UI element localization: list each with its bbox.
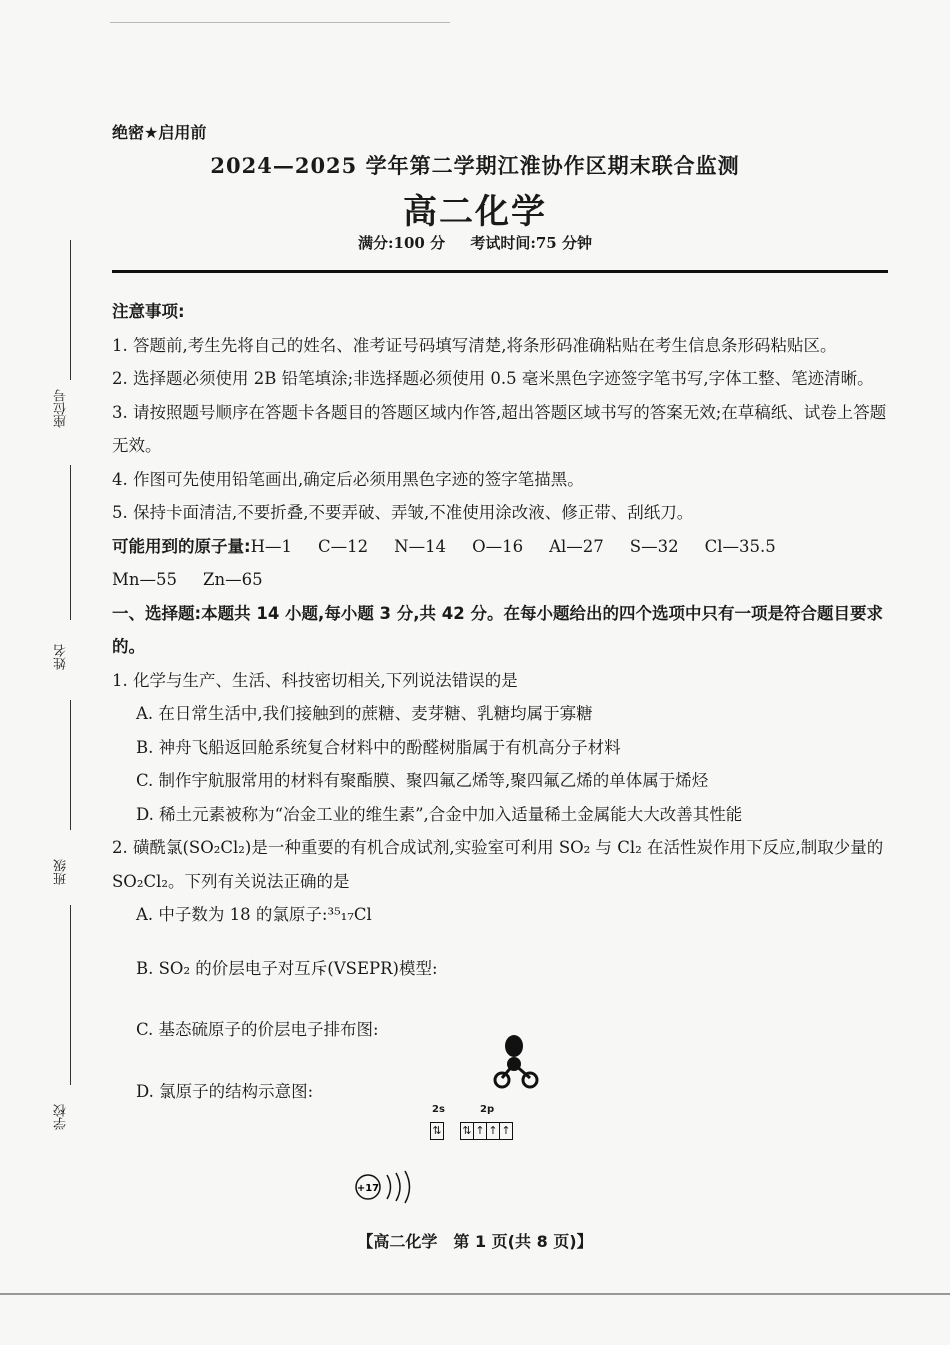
seat-label: 座位号 xyxy=(54,389,69,428)
content xyxy=(112,295,890,1108)
nucleus-charge: +17 xyxy=(356,1183,380,1194)
name-line xyxy=(70,465,71,620)
mass-value: Mn—55 xyxy=(112,570,178,589)
mass-value: Cl—35.5 xyxy=(704,536,776,556)
mass-value: S—32 xyxy=(629,536,679,556)
scan-edge-top xyxy=(110,22,450,23)
orbital-box: ↑ xyxy=(499,1122,513,1140)
orbital-box: ↑ xyxy=(473,1122,487,1140)
q1-option-d: D. 稀土元素被称为“冶金工业的维生素”,合金中加入适量稀土金属能大大改善其性能 xyxy=(136,804,743,824)
notes-title: 注意事项: xyxy=(112,302,185,321)
mass-value: O—16 xyxy=(472,536,524,556)
vsepr-model-diagram xyxy=(492,1034,540,1090)
mass-value: Al—27 xyxy=(549,536,604,556)
orbital-label-2s: 2s xyxy=(432,1104,445,1115)
note-item: 5. 保持卡面清洁,不要折叠,不要弄破、弄皱,不准使用涂改液、修正带、刮纸刀。 xyxy=(112,503,694,522)
note-item: 4. 作图可先使用铅笔画出,确定后必须用黑色字迹的签字笔描黑。 xyxy=(112,469,584,489)
scan-edge-bottom xyxy=(0,1293,950,1295)
q2-option-d: D. 氯原子的结构示意图: xyxy=(136,1081,314,1101)
school-label: 学校 xyxy=(54,1104,69,1130)
exam-meta xyxy=(0,232,950,253)
school-line xyxy=(70,905,71,1085)
class-line xyxy=(70,700,71,830)
q2-stem: 2. 磺酰氯(SO₂Cl₂)是一种重要的有机合成试剂,实验室可利用 SO₂ 与 Cl₂ 在活性炭作用下反应,制取少量的 SO₂Cl₂。下列有关说法正确的是 xyxy=(112,838,884,891)
electron-shell xyxy=(387,1175,391,1199)
mass-value: C—12 xyxy=(318,536,369,556)
name-label: 姓名 xyxy=(54,644,69,670)
orbital-box: ⇅ xyxy=(430,1122,444,1140)
atomic-mass xyxy=(112,530,890,597)
seat-line xyxy=(70,240,71,380)
q2-option-b: B. SO₂ 的价层电子对互斥(VSEPR)模型: xyxy=(136,958,438,978)
note-item: 1. 答题前,考生先将自己的姓名、准考证号码填写清楚,将条形码准确粘贴在考生信息条形码粘贴区。 xyxy=(112,335,837,355)
q1-stem: 1. 化学与生产、生活、科技密切相关,下列说法错误的是 xyxy=(112,670,518,690)
sulfur-atom xyxy=(507,1057,521,1071)
q2-option-a: A. 中子数为 18 的氯原子:³⁵₁₇Cl xyxy=(136,905,372,924)
orbital-box: ⇅ xyxy=(460,1122,474,1140)
electron-shell xyxy=(396,1173,400,1201)
mass-value: N—14 xyxy=(394,536,447,556)
atomic-mass-label: 可能用到的原子量: xyxy=(112,536,251,556)
q1-option-a: A. 在日常生活中,我们接触到的蔗糖、麦芽糖、乳糖均属于寡糖 xyxy=(136,704,593,723)
q1-option-c: C. 制作宇航服常用的材料有聚酯膜、聚四氟乙烯等,聚四氟乙烯的单体属于烯烃 xyxy=(136,771,709,790)
subject-title: 高二化学 xyxy=(403,192,547,232)
note-item: 3. 请按照题号顺序在答题卡各题目的答题区域内作答,超出答题区域书写的答案无效;在草稿纸、试卷上答题无效。 xyxy=(112,402,887,455)
class-label: 班级 xyxy=(54,859,69,885)
oxygen-atom xyxy=(495,1073,509,1087)
exam-time: 考试时间:75 分钟 xyxy=(470,234,592,252)
mass-value: H—1 xyxy=(250,536,292,556)
confidential-mark: 绝密★启用前 xyxy=(112,123,207,142)
mass-value: Zn—65 xyxy=(203,570,263,589)
exam-title: 2024—2025 学年第二学期江淮协作区期末联合监测 xyxy=(210,153,740,178)
note-item: 2. 选择题必须使用 2B 铅笔填涂;非选择题必须使用 0.5 毫米黑色字迹签字笔书写,字体工整、笔迹清晰。 xyxy=(112,369,874,388)
section1-heading: 一、选择题:本题共 14 小题,每小题 3 分,共 42 分。在每小题给出的四个选项中只有一项是符合题目要求的。 xyxy=(112,603,884,656)
chlorine-atom-diagram xyxy=(354,1170,424,1204)
page-footer: 【高二化学 第 1 页(共 8 页)】 xyxy=(357,1232,593,1251)
orbital-label-2p: 2p xyxy=(480,1104,495,1115)
oxygen-atom xyxy=(523,1073,537,1087)
orbital-box: ↑ xyxy=(486,1122,500,1140)
q2-option-c: C. 基态硫原子的价层电子排布图: xyxy=(136,1020,379,1039)
q1-option-b: B. 神舟飞船返回舱系统复合材料中的酚醛树脂属于有机高分子材料 xyxy=(136,737,621,757)
lone-pair-lobe xyxy=(505,1035,523,1057)
header-rule xyxy=(112,270,888,273)
electron-shell xyxy=(405,1171,410,1203)
full-score: 满分:100 分 xyxy=(358,234,446,252)
